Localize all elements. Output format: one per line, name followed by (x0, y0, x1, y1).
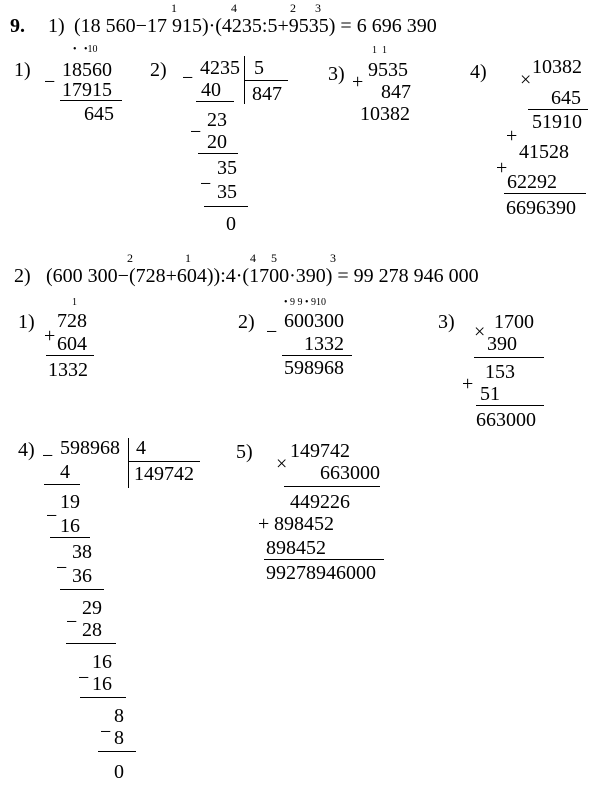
remainder: 0 (226, 213, 236, 235)
step-label: 1) (14, 59, 31, 81)
order-mark: 3 (330, 251, 336, 265)
order-mark: 2 (290, 1, 296, 15)
product-line (504, 193, 586, 194)
result: 663000 (476, 409, 536, 431)
quotient: 149742 (134, 463, 194, 485)
partial-product: 20 (207, 131, 227, 153)
order-mark: 3 (315, 1, 321, 15)
minuend: 600300 (284, 310, 344, 332)
order-mark: 4 (231, 1, 237, 15)
quotient: 847 (252, 83, 282, 105)
addend: 9535 (368, 59, 408, 81)
result: 99278946000 (266, 562, 376, 584)
times-sign: × (474, 321, 486, 343)
minus-sign: − (46, 505, 58, 527)
division-line (198, 153, 238, 154)
step-label: 3) (438, 311, 455, 333)
carry-marks: 1 1 (372, 45, 387, 56)
quotient-line (244, 80, 288, 81)
part2-expression: (600 300−(728+604)):4·(1700·390) = 99 278 946 000 (46, 265, 479, 287)
plus-sign: + (258, 513, 270, 535)
product-line (476, 405, 544, 406)
factor: 10382 (532, 56, 582, 78)
order-mark: 4 (250, 251, 256, 265)
division-line (196, 101, 234, 102)
subtrahend: 1332 (304, 333, 344, 355)
times-sign: × (276, 453, 288, 475)
division-line (44, 484, 80, 485)
partial-product: 16 (92, 673, 112, 695)
plus-sign: + (352, 71, 364, 93)
plus-sign: + (462, 373, 474, 395)
step-label: 1) (18, 311, 35, 333)
remainder: 35 (217, 157, 237, 179)
step-label: 3) (328, 63, 345, 85)
partial-product: 898452 (266, 537, 326, 559)
addend: 604 (57, 333, 87, 355)
times-sign: × (520, 69, 532, 91)
minus-sign: − (42, 445, 54, 467)
product-line (284, 486, 380, 487)
division-line (50, 537, 90, 538)
partial-product: 35 (217, 181, 237, 203)
order-mark: 1 (185, 251, 191, 265)
remainder: 8 (114, 705, 124, 727)
result: 10382 (360, 103, 410, 125)
partial-product: 4 (60, 461, 70, 483)
borrow-marks: • 9 9 • 910 (284, 297, 327, 308)
partial-product: 40 (201, 79, 221, 101)
product-line (528, 109, 588, 110)
minus-sign: − (200, 173, 212, 195)
order-mark: 2 (127, 251, 133, 265)
factor: 645 (551, 87, 581, 109)
step-label: 2) (150, 59, 167, 81)
order-mark: 5 (271, 251, 277, 265)
plus-sign: + (506, 125, 518, 147)
partial-product: 36 (72, 565, 92, 587)
remainder: 29 (82, 597, 102, 619)
division-line (60, 589, 104, 590)
division-bar (128, 438, 129, 488)
step-label: 2) (238, 311, 255, 333)
minus-sign: − (266, 321, 278, 343)
divisor: 4 (136, 437, 146, 459)
partial-product: 898452 (274, 513, 334, 535)
order-mark: 1 (171, 1, 177, 15)
division-line (204, 206, 248, 207)
result: 6696390 (506, 197, 576, 219)
minus-sign: − (182, 67, 194, 89)
minuend: 18560 (62, 59, 112, 81)
product-line (474, 357, 544, 358)
remainder: 0 (114, 761, 124, 783)
problem-number: 9. (10, 15, 25, 37)
product-line (264, 559, 384, 560)
remainder: 16 (92, 651, 112, 673)
addend: 728 (57, 310, 87, 332)
partial-product: 153 (485, 361, 515, 383)
part2-label: 2) (14, 265, 31, 287)
step-label: 4) (18, 439, 35, 461)
division-line (98, 751, 136, 752)
minus-sign: − (78, 667, 90, 689)
result-line (282, 355, 352, 356)
carry-marks: 1 (72, 297, 77, 308)
part1-label: 1) (48, 15, 65, 37)
subtrahend: 17915 (62, 79, 112, 101)
result: 598968 (284, 357, 344, 379)
remainder: 38 (72, 541, 92, 563)
partial-product: 51 (480, 383, 500, 405)
division-line (80, 697, 126, 698)
minus-sign: − (190, 121, 202, 143)
borrow-marks: • •10 (73, 44, 98, 55)
step-label: 5) (236, 441, 253, 463)
partial-product: 41528 (519, 141, 569, 163)
partial-product: 28 (82, 619, 102, 641)
addend: 847 (381, 81, 411, 103)
result: 645 (84, 103, 114, 125)
factor: 149742 (290, 440, 350, 462)
partial-product: 62292 (507, 171, 557, 193)
minus-sign: − (44, 71, 56, 93)
remainder: 23 (207, 109, 227, 131)
quotient-line (128, 461, 200, 462)
plus-sign: + (44, 325, 56, 347)
partial-product: 449226 (290, 491, 350, 513)
partial-product: 8 (114, 727, 124, 749)
part1-expression: (18 560−17 915)·(4235:5+9535) = 6 696 390 (74, 15, 437, 37)
partial-product: 51910 (532, 111, 582, 133)
step-label: 4) (470, 61, 487, 83)
minus-sign: − (100, 721, 112, 743)
result-line (46, 355, 94, 356)
divisor: 5 (254, 57, 264, 79)
dividend: 598968 (60, 437, 120, 459)
dividend: 4235 (200, 57, 240, 79)
factor: 1700 (494, 311, 534, 333)
factor: 390 (487, 333, 517, 355)
result-line (60, 100, 122, 101)
partial-product: 16 (60, 515, 80, 537)
remainder: 19 (60, 491, 80, 513)
minus-sign: − (56, 557, 68, 579)
minus-sign: − (66, 611, 78, 633)
plus-sign: + (496, 157, 508, 179)
factor: 663000 (320, 462, 380, 484)
result: 1332 (48, 359, 88, 381)
division-line (66, 643, 116, 644)
